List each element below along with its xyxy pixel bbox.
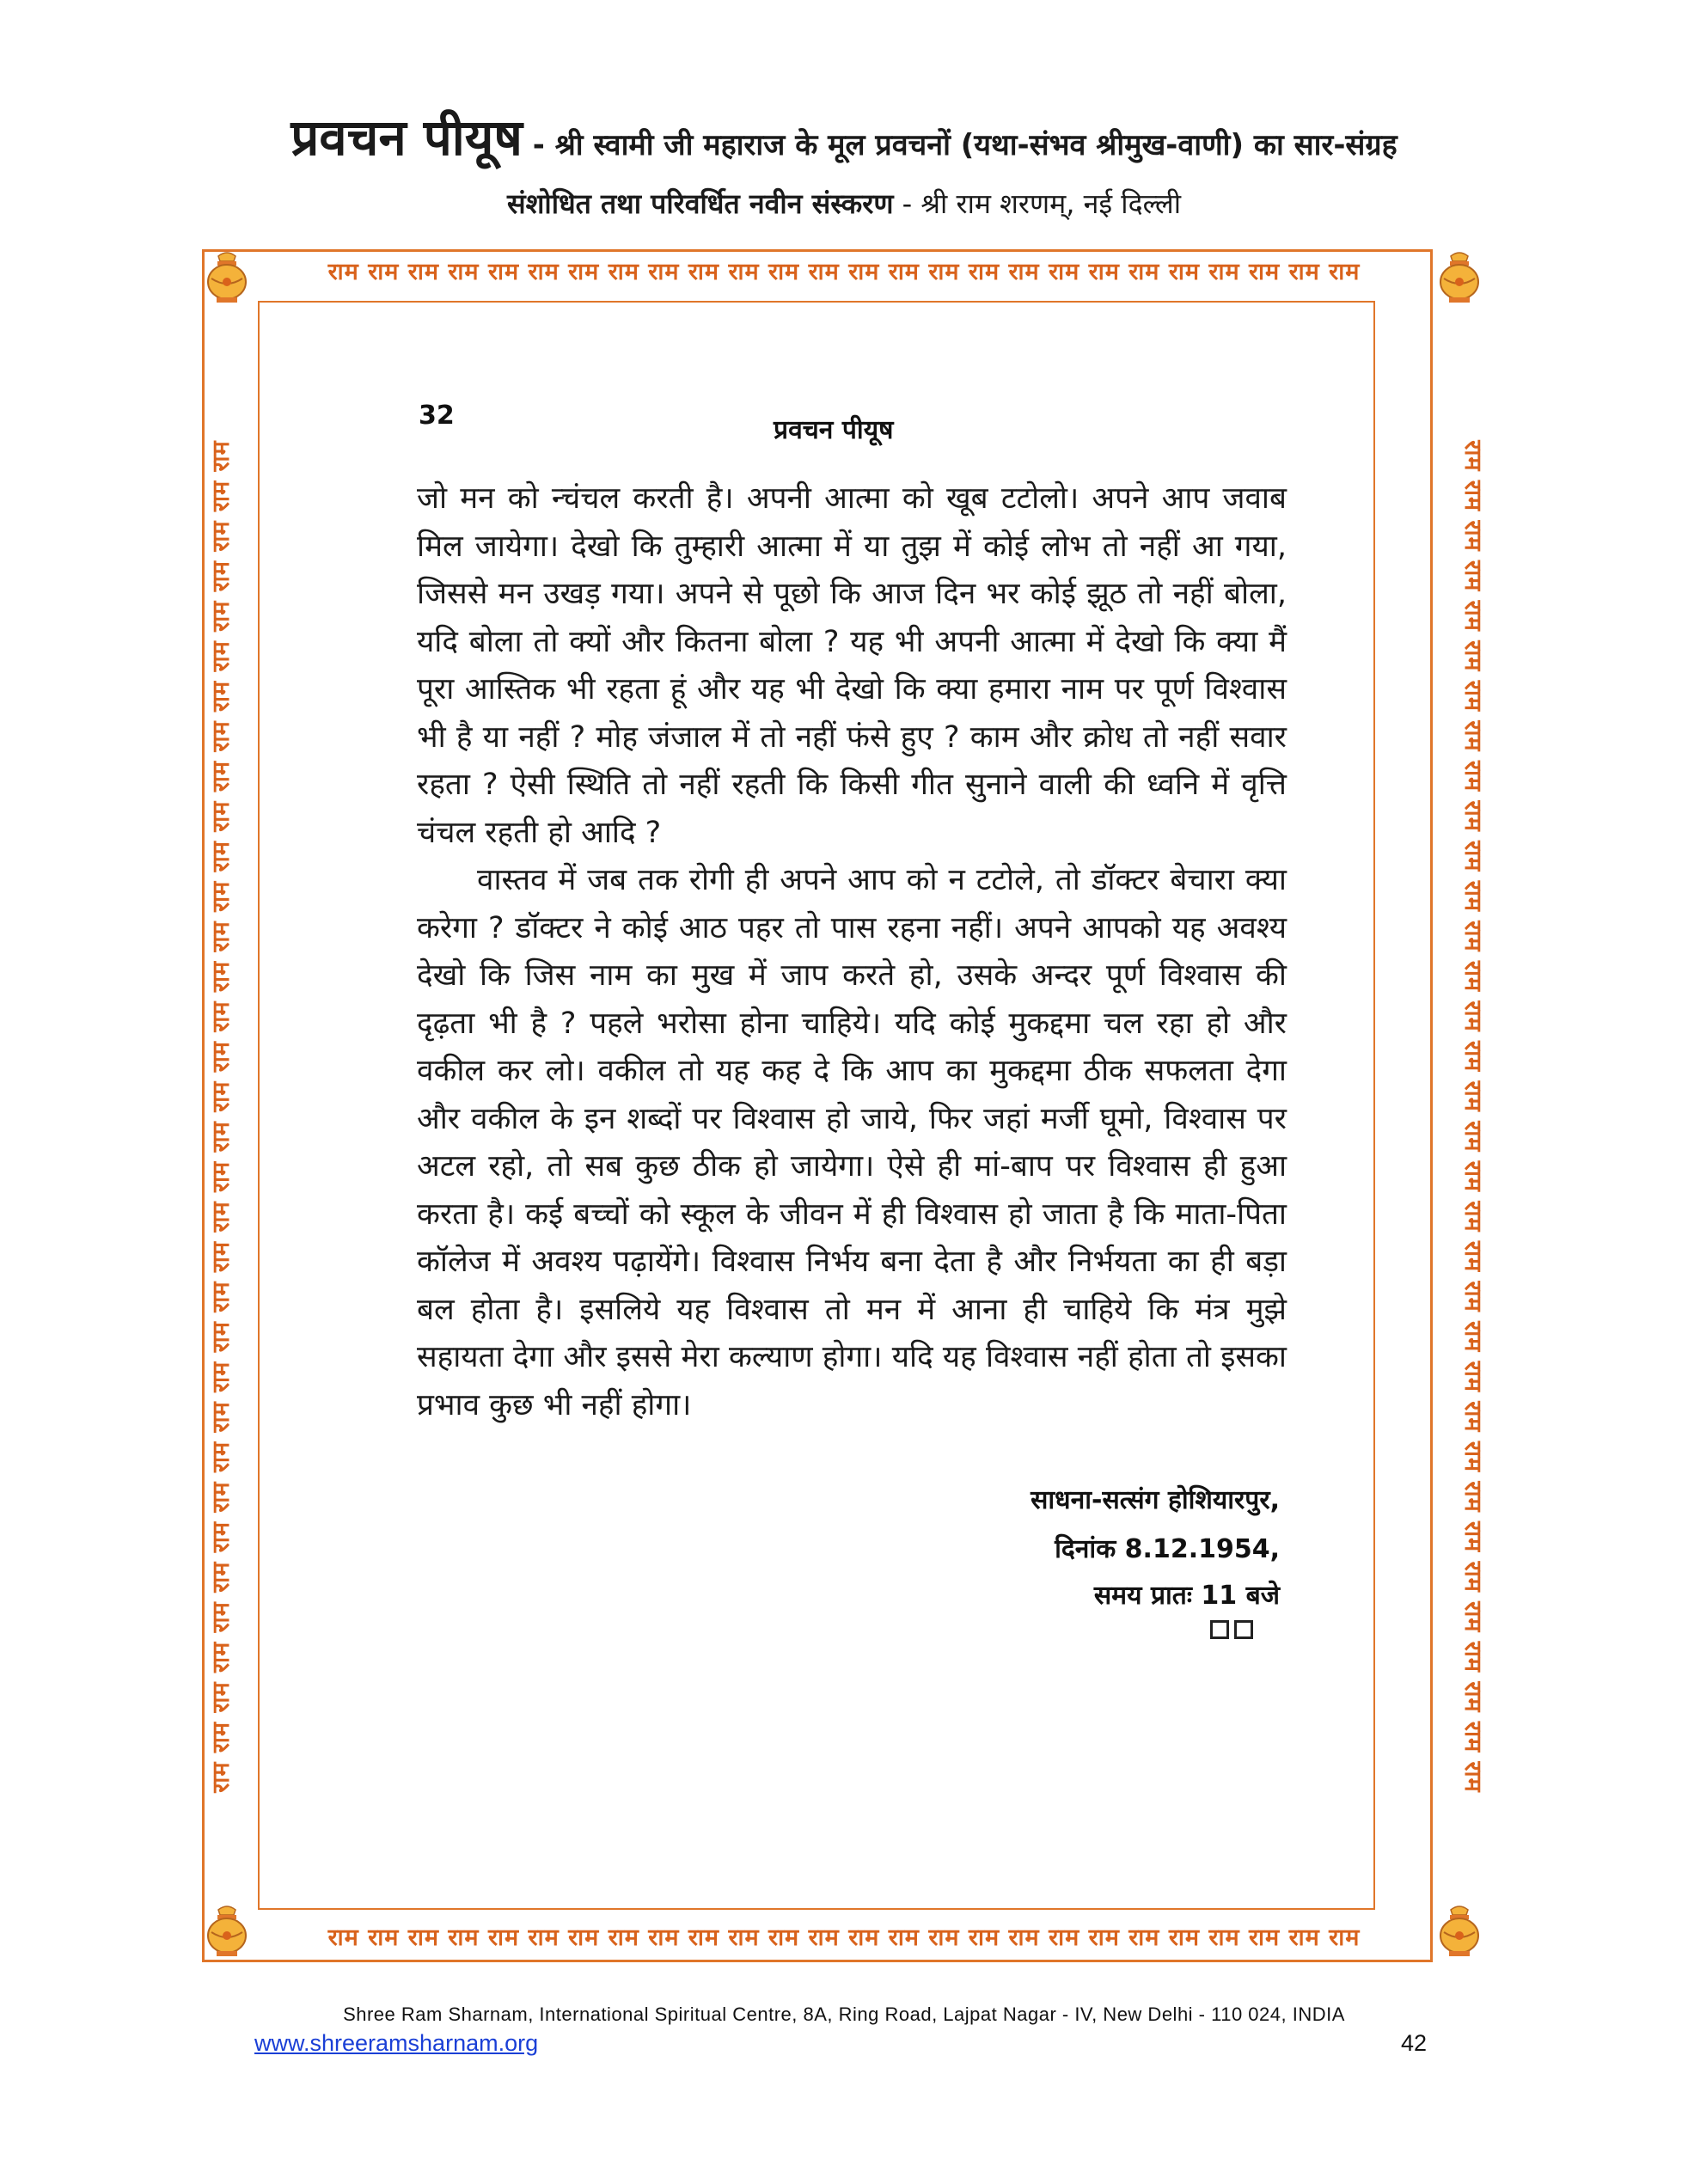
kalash-icon bbox=[1435, 249, 1483, 304]
ram-border-top: राम राम राम राम राम राम राम राम राम राम राम राम राम राम राम राम राम राम राम राम राम राम राम राम राम राम bbox=[327, 259, 1361, 285]
website-link[interactable]: www.shreeramsharnam.org bbox=[254, 2030, 539, 2056]
kalash-icon bbox=[203, 1903, 251, 1958]
kalash-icon bbox=[203, 249, 251, 304]
paragraph: वास्तव में जब तक रोगी ही अपने आप को न टटोले, तो डॉक्टर बेचारा क्या करेगा ? डॉक्टर ने कोई आठ पहर तो पास रहना नहीं। अपने आपको यह अवश्य देखो कि जिस नाम का मुख में जाप करते हो, उसके अन्दर पूर्ण विश्वास की दृढ़ता भी है ? पहले भरोसा होना चाहिये। यदि कोई मुकद्दमा चल रहा हो और वकील कर लो। वकील तो यह कह दे कि आप का मुकद्दमा ठीक सफलता देगा और वकील के इन शब्दों पर विश्वास हो जाये, फिर जहां मर्जी घूमो, विश्वास पर अटल रहो, तो सब कुछ ठीक हो जायेगा। ऐसे ही मां-बाप पर विश्वास ही हुआ करता है। कई बच्चों को स्कूल के जीवन में ही विश्वास हो जाता है कि माता-पिता कॉलेज में अवश्य पढ़ायेंगे। विश्वास निर्भय बना देता है और निर्भयता का ही बड़ा बल होता है। इसलिये यह विश्वास तो मन में आना ही चाहिये कि मंत्र मुझे सहायता देगा और इससे मेरा कल्याण होगा। यदि यह विश्वास नहीं होता तो इसका प्रभाव कुछ भी नहीं होगा। bbox=[417, 863, 1287, 1422]
footer-page-number: 42 bbox=[1401, 2030, 1428, 2056]
signature-place: साधना-सत्संग होशियारपुर, bbox=[1031, 1485, 1280, 1515]
footer-address: Shree Ram Sharnam, International Spiritual Centre, 8A, Ring Road, Lajpat Nagar - IV, New Delhi - 110 024, INDIA bbox=[343, 2004, 1345, 2025]
ram-border-left: राम राम राम राम राम राम राम राम राम राम राम राम राम राम राम राम राम राम राम राम राम राम राम राम राम राम राम राम राम राम राम राम राम राम bbox=[208, 440, 235, 1793]
discourse-body bbox=[417, 475, 1287, 1429]
title-description: - श्री स्वामी जी महाराज के मूल प्रवचनों (यथा-संभव श्रीमुख-वाणी) का सार-संग्रह bbox=[522, 128, 1397, 162]
subtitle-publisher: - श्री राम शरणम्, नई दिल्ली bbox=[893, 187, 1181, 220]
book-running-head: प्रवचन पीयूष bbox=[774, 415, 894, 445]
kalash-icon bbox=[1435, 1903, 1483, 1958]
ram-border-right: राम राम राम राम राम राम राम राम राम राम राम राम राम राम राम राम राम राम राम राम राम राम राम राम राम राम राम राम राम राम राम राम राम राम bbox=[1459, 440, 1486, 1793]
document-title bbox=[0, 101, 1688, 169]
subtitle-edition: संशोधित तथा परिवर्धित नवीन संस्करण bbox=[507, 187, 894, 220]
document-subtitle bbox=[0, 185, 1688, 222]
ram-border-bottom: राम राम राम राम राम राम राम राम राम राम राम राम राम राम राम राम राम राम राम राम राम राम राम राम राम राम bbox=[327, 1924, 1361, 1951]
paragraph: जो मन को न्चंचल करती है। अपनी आत्मा को खूब टटोलो। अपने आप जवाब मिल जायेगा। देखो कि तुम्हारी आत्मा में या तुझ में कोई लोभ तो नहीं आ गया, जिससे मन उखड़ गया। अपने से पूछो कि आज दिन भर कोई झूठ तो नहीं बोला, यदि बोला तो क्यों और कितना बोला ? यह भी अपनी आत्मा में देखो कि क्या मैं पूरा आस्तिक भी रहता हूं और यह भी देखो कि क्या हमारा नाम पर पूर्ण विश्वास भी है या नहीं ? मोह जंजाल में तो नहीं फंसे हुए ? काम और क्रोध तो नहीं सवार रहता ? ऐसी स्थिति तो नहीं रहती कि किसी गीत सुनाने वाली की ध्वनि में वृत्ति चंचल रहती हो आदि ? bbox=[417, 481, 1287, 850]
signature-date: दिनांक 8.12.1954, bbox=[1055, 1534, 1280, 1564]
end-mark-squares-icon bbox=[1210, 1620, 1253, 1639]
signature-time: समय प्रातः 11 बजे bbox=[1093, 1581, 1280, 1611]
title-main: प्रवचन पीयूष bbox=[291, 108, 523, 167]
book-page-number: 32 bbox=[419, 401, 455, 431]
